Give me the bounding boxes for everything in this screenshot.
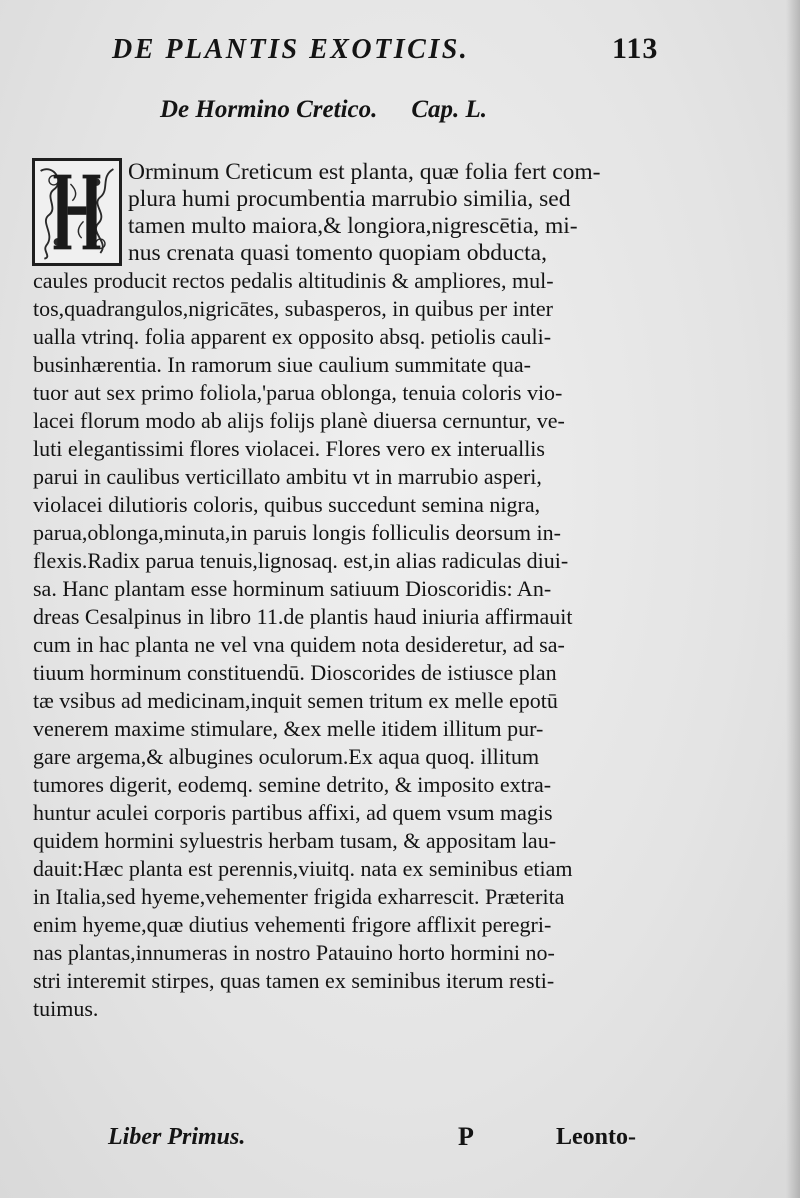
floral-initial-icon (35, 161, 119, 263)
text-line: enim hyeme,quæ diutius vehementi frigore afflixit peregri- (33, 912, 552, 937)
text-line: nus crenata quasi tomento quopiam obducta, (128, 240, 547, 266)
chapter-title: De Hormino Cretico. (160, 96, 378, 123)
text-line: tæ vsibus ad medicinam,inquit semen tritum ex melle epotū (33, 688, 558, 713)
text-line: dauit:Hæc planta est perennis,viuitq. nata ex seminibus etiam (33, 856, 573, 881)
text-line: tuor aut sex primo foliola,'parua oblonga, tenuia coloris vio- (33, 380, 563, 405)
text-line: huntur aculei corporis partibus affixi, ad quem vsum magis (33, 800, 553, 825)
text-line: tiuum horminum constituendū. Dioscorides de istiusce plan (33, 660, 557, 685)
text-line: dreas Cesalpinus in libro 11.de plantis haud iniuria affirmauit (33, 604, 573, 629)
text-line: plura humi procumbentia marrubio similia, sed (128, 186, 571, 212)
text-line: luti elegantissimi flores violacei. Flores vero ex interuallis (33, 436, 545, 461)
text-line: businhærentia. In ramorum siue caulium summitate qua- (33, 352, 531, 377)
text-line: parua,oblonga,minuta,in paruis longis folliculis deorsum in- (33, 520, 561, 545)
page-gutter-shadow (786, 0, 800, 1198)
text-line: caules producit rectos pedalis altitudinis & ampliores, mul- (33, 268, 554, 293)
text-line: cum in hac planta ne vel vna quidem nota desideretur, ad sa- (33, 632, 565, 657)
text-line: quidem hormini syluestris herbam tusam, & appositam lau- (33, 828, 557, 853)
footer-book-title: Liber Primus. (108, 1124, 246, 1150)
signature-mark: P (458, 1122, 474, 1151)
text-line: gare argema,& albugines oculorum.Ex aqua quoq. illitum (33, 744, 540, 769)
text-line: tamen multo maiora,& longiora,nigrescētia, mi- (128, 213, 578, 239)
text-line: venerem maxime stimulare, &ex melle itidem illitum pur- (33, 716, 544, 741)
chapter-heading (160, 96, 487, 124)
decorated-initial-h (32, 158, 122, 266)
text-line: sa. Hanc plantam esse horminum satiuum Dioscoridis: An- (33, 576, 552, 601)
page-number: 113 (612, 32, 659, 65)
text-line: flexis.Radix parua tenuis,lignosaq. est,in alias radiculas diui- (33, 548, 569, 573)
text-line: tos,quadrangulos,nigricātes, subasperos, in quibus per inter (33, 296, 553, 321)
text-line: ualla vtrinq. folia apparent ex opposito absq. petiolis cauli- (33, 324, 552, 349)
text-line: tumores digerit, eodemq. semine detrito, & imposito extra- (33, 772, 552, 797)
text-line: in Italia,sed hyeme,vehementer frigida exharrescit. Præterita (33, 884, 565, 909)
text-line: stri interemit stirpes, quas tamen ex seminibus iterum resti- (33, 968, 555, 993)
catchword: Leonto- (556, 1124, 636, 1150)
chapter-number: Cap. L. (411, 96, 488, 123)
text-line: parui in caulibus verticillato ambitu vt in marrubio asperi, (33, 464, 542, 489)
text-line: lacei florum modo ab alijs folijs planè diuersa cernuntur, ve- (33, 408, 565, 433)
text-line: violacei dilutioris coloris, quibus succedunt semina nigra, (33, 492, 541, 517)
text-line: Orminum Creticum est planta, quæ folia fert com- (128, 159, 601, 185)
text-line: tuimus. (33, 996, 99, 1021)
text-line: nas plantas,innumeras in nostro Patauino horto hormini no- (33, 940, 555, 965)
running-title: DE PLANTIS EXOTICIS. (112, 34, 470, 65)
